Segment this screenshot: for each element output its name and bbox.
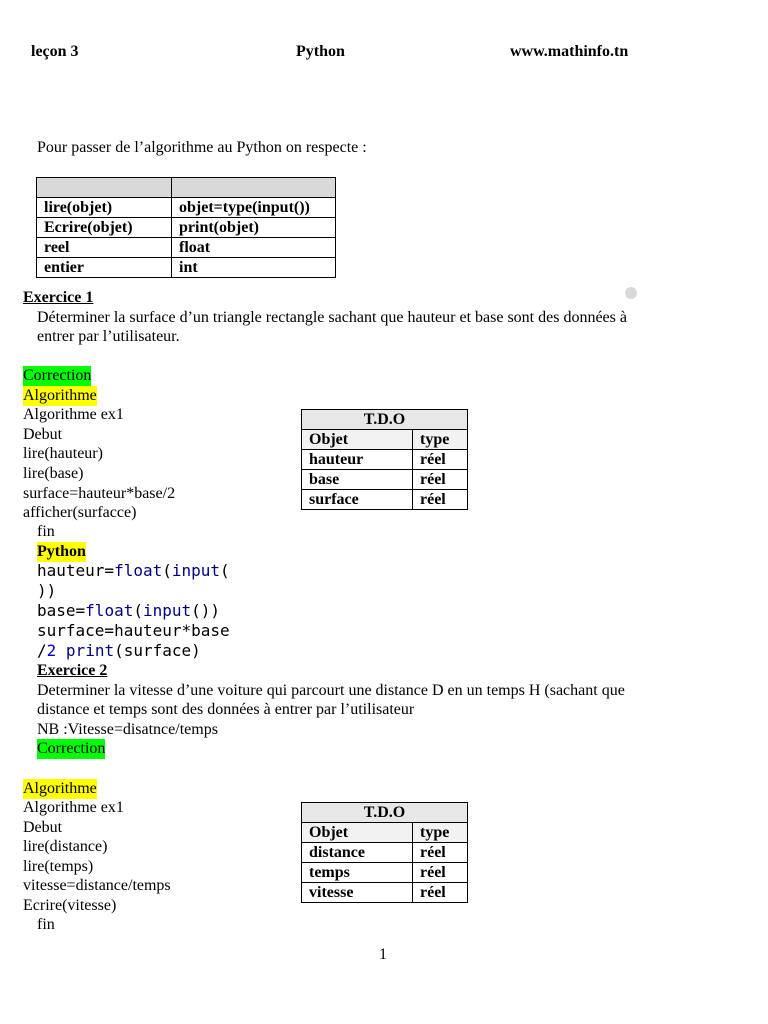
ex2-algo-line: Debut	[23, 819, 63, 836]
table-row: T.D.O	[302, 803, 468, 823]
ex1-algo-fin: fin	[37, 523, 55, 540]
ex2-correction-label: Correction	[37, 740, 106, 757]
table-row: base réel	[302, 470, 468, 490]
ex2-algo-line: Algorithme ex1	[23, 799, 124, 816]
table-row: surface réel	[302, 490, 468, 510]
table-row: vitesse réel	[302, 883, 468, 903]
table-row	[37, 178, 336, 198]
decorative-dot	[625, 287, 637, 299]
ex1-algo-line: surface=hauteur*base/2	[23, 485, 176, 502]
ex1-python-label: Python	[37, 543, 86, 560]
header-site: www.mathinfo.tn	[510, 43, 629, 60]
table-row: entier int	[37, 258, 336, 278]
ex1-algo-line: lire(base)	[23, 465, 84, 482]
ex1-algo-line: Debut	[23, 426, 63, 443]
ex1-algo-line: Algorithme ex1	[23, 406, 124, 423]
intro-text: Pour passer de l’algorithme au Python on respecte :	[37, 139, 367, 156]
code-line: base=float(input())	[37, 601, 221, 620]
ex2-algo-line: lire(temps)	[23, 858, 94, 875]
ex2-title: Exercice 2	[37, 662, 108, 679]
ex1-correction-label: Correction	[23, 367, 92, 384]
ex1-text-line1: Déterminer la surface d’un triangle rectangle sachant que hauteur et base sont des données à	[37, 309, 627, 326]
ex1-algo-line: afficher(surfacce)	[23, 504, 137, 521]
page-number: 1	[379, 946, 387, 963]
ex2-text-line1: Determiner la vitesse d’une voiture qui parcourt une distance D en un temps H (sachant que	[37, 682, 625, 699]
table-row: Objet type	[302, 430, 468, 450]
code-line: /2 print(surface)	[37, 641, 201, 660]
ex1-algo-line: lire(hauteur)	[23, 445, 103, 462]
ex2-algo-line: lire(distance)	[23, 838, 108, 855]
header-lesson: leçon 3	[31, 43, 79, 60]
ex1-title: Exercice 1	[23, 289, 94, 306]
ex1-tdo-table	[301, 409, 468, 510]
table-row: temps réel	[302, 863, 468, 883]
ex2-algo-line: Ecrire(vitesse)	[23, 897, 117, 914]
ex2-algorithm-label: Algorithme	[23, 780, 97, 797]
table-row: reel float	[37, 238, 336, 258]
ex2-text-line2: distance et temps sont des données à entrer par l’utilisateur	[37, 701, 415, 718]
ex1-algorithm-label: Algorithme	[23, 387, 97, 404]
table-row: lire(objet) objet=type(input())	[37, 198, 336, 218]
header-subject: Python	[296, 43, 345, 60]
code-line: surface=hauteur*base	[37, 621, 230, 640]
conversion-table	[36, 177, 336, 278]
code-line: hauteur=float(input(	[37, 561, 230, 580]
code-line: ))	[37, 581, 57, 600]
table-row: T.D.O	[302, 410, 468, 430]
table-row: Objet type	[302, 823, 468, 843]
ex2-algo-line: vitesse=distance/temps	[23, 877, 171, 894]
table-row: distance réel	[302, 843, 468, 863]
table-row: Ecrire(objet) print(objet)	[37, 218, 336, 238]
ex2-tdo-table	[301, 802, 468, 903]
ex2-algo-fin: fin	[37, 916, 55, 933]
ex2-nb: NB :Vitesse=disatnce/temps	[37, 721, 218, 738]
table-row: hauteur réel	[302, 450, 468, 470]
ex1-text-line2: entrer par l’utilisateur.	[37, 328, 180, 345]
